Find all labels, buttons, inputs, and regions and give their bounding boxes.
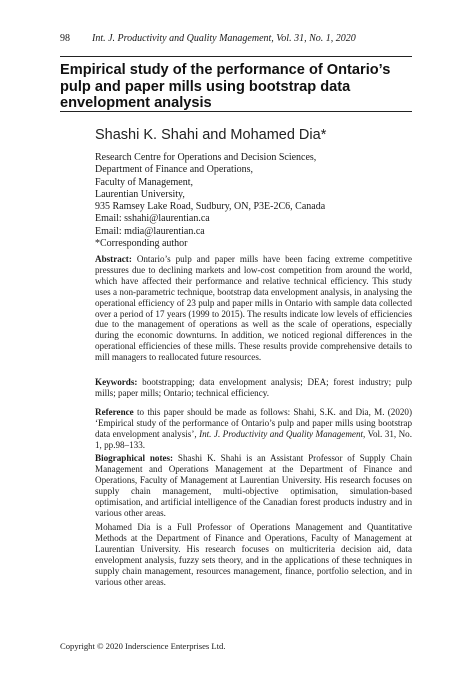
biographical-notes [95,453,412,518]
reference-pages: , Vol. 31, No. 1, pp.98–133. [95,428,412,450]
abstract-label: Abstract: [95,254,132,264]
reference-journal: Int. J. Productivity and Quality Management [199,428,364,439]
title-rule-top [60,56,412,57]
email-line: Email: sshahi@laurentian.ca [95,213,210,225]
affiliation-line: 935 Ramsey Lake Road, Sudbury, ON, P3E-2C6, Canada [95,201,326,213]
affiliation-line: Research Centre for Operations and Decision Sciences, [95,152,317,163]
email-line: Email: mdia@laurentian.ca [95,225,205,237]
paper-title: Empirical study of the performance of Ontario’s pulp and paper mills using bootstrap data envelopment analysis [60,62,391,111]
corresponding-author-note: *Corresponding author [95,238,188,250]
title-rule-bottom [60,111,412,112]
running-header [60,33,412,44]
keywords [95,377,412,399]
reference-text: to this paper should be made as follows: Shahi, S.K. and Dia, M. (2020) ‘Empirical study of the performance of Ontario’s pulp and paper mills using bootstrap data envelopment analysis’, [95,407,412,439]
abstract [95,254,412,363]
author-names: Shashi K. Shahi and Mohamed Dia* [95,127,327,143]
affiliation-line: Faculty of Management, [95,176,194,188]
bio-label: Biographical notes: [95,453,174,463]
journal-citation: Int. J. Productivity and Quality Management, Vol. 31, No. 1, 2020 [92,33,356,44]
affiliation-block [95,152,412,250]
affiliation-line: Department of Finance and Operations, [95,164,254,176]
bio-text-shahi: Shashi K. Shahi is an Assistant Professor of Supply Chain Management and Operations Management at the Department of Finance and Operations, Faculty of Management at Laurentian University. His research focuses on supply chain management, multi-objective optimisation, simulation-based optimisation, and artificial intelligence of the Canadian forest products industry and in various other areas. [95,453,412,518]
affiliation-line: Laurentian University, [95,188,185,200]
bio-dia: Mohamed Dia is a Full Professor of Operations Management and Quantitative Methods at the Department of Finance and Operations, Faculty of Management at Laurentian University. His research focuses on multicriteria decision aid, data envelopment analysis, fuzzy sets theory, and in the applications of these techniques in supply chain management, resources management, finance, portfolio selection, and in various other areas. [95,522,412,587]
reference-label: Reference [95,407,134,417]
reference [95,407,412,451]
keywords-text: bootstrapping; data envelopment analysis; DEA; forest industry; pulp mills; paper mills; Ontario; technical efficiency. [95,377,412,398]
copyright-footer: Copyright © 2020 Inderscience Enterprises Ltd. [60,641,226,651]
page-number: 98 [60,33,70,44]
abstract-text: Ontario’s pulp and paper mills have been facing extreme competitive pressures due to declining markets and low-cost competition from around the world, which have affected their performance and relative technical efficiency. This study uses a non-parametric technique, bootstrap data envelopment analysis, in analysing the operational efficiency of 23 pulp and paper mills in Ontario with sample data collected over a period of 17 years (1999 to 2015). The results indicate low levels of efficiencies due to the management of operations as well as the scale of operations, especially during the economic downturns. In addition, we noticed regional differences in the operational efficiencies of these mills. These results provide comprehensive details to mill managers to reallocated future resources. [95,254,412,363]
keywords-label: Keywords: [95,377,138,387]
